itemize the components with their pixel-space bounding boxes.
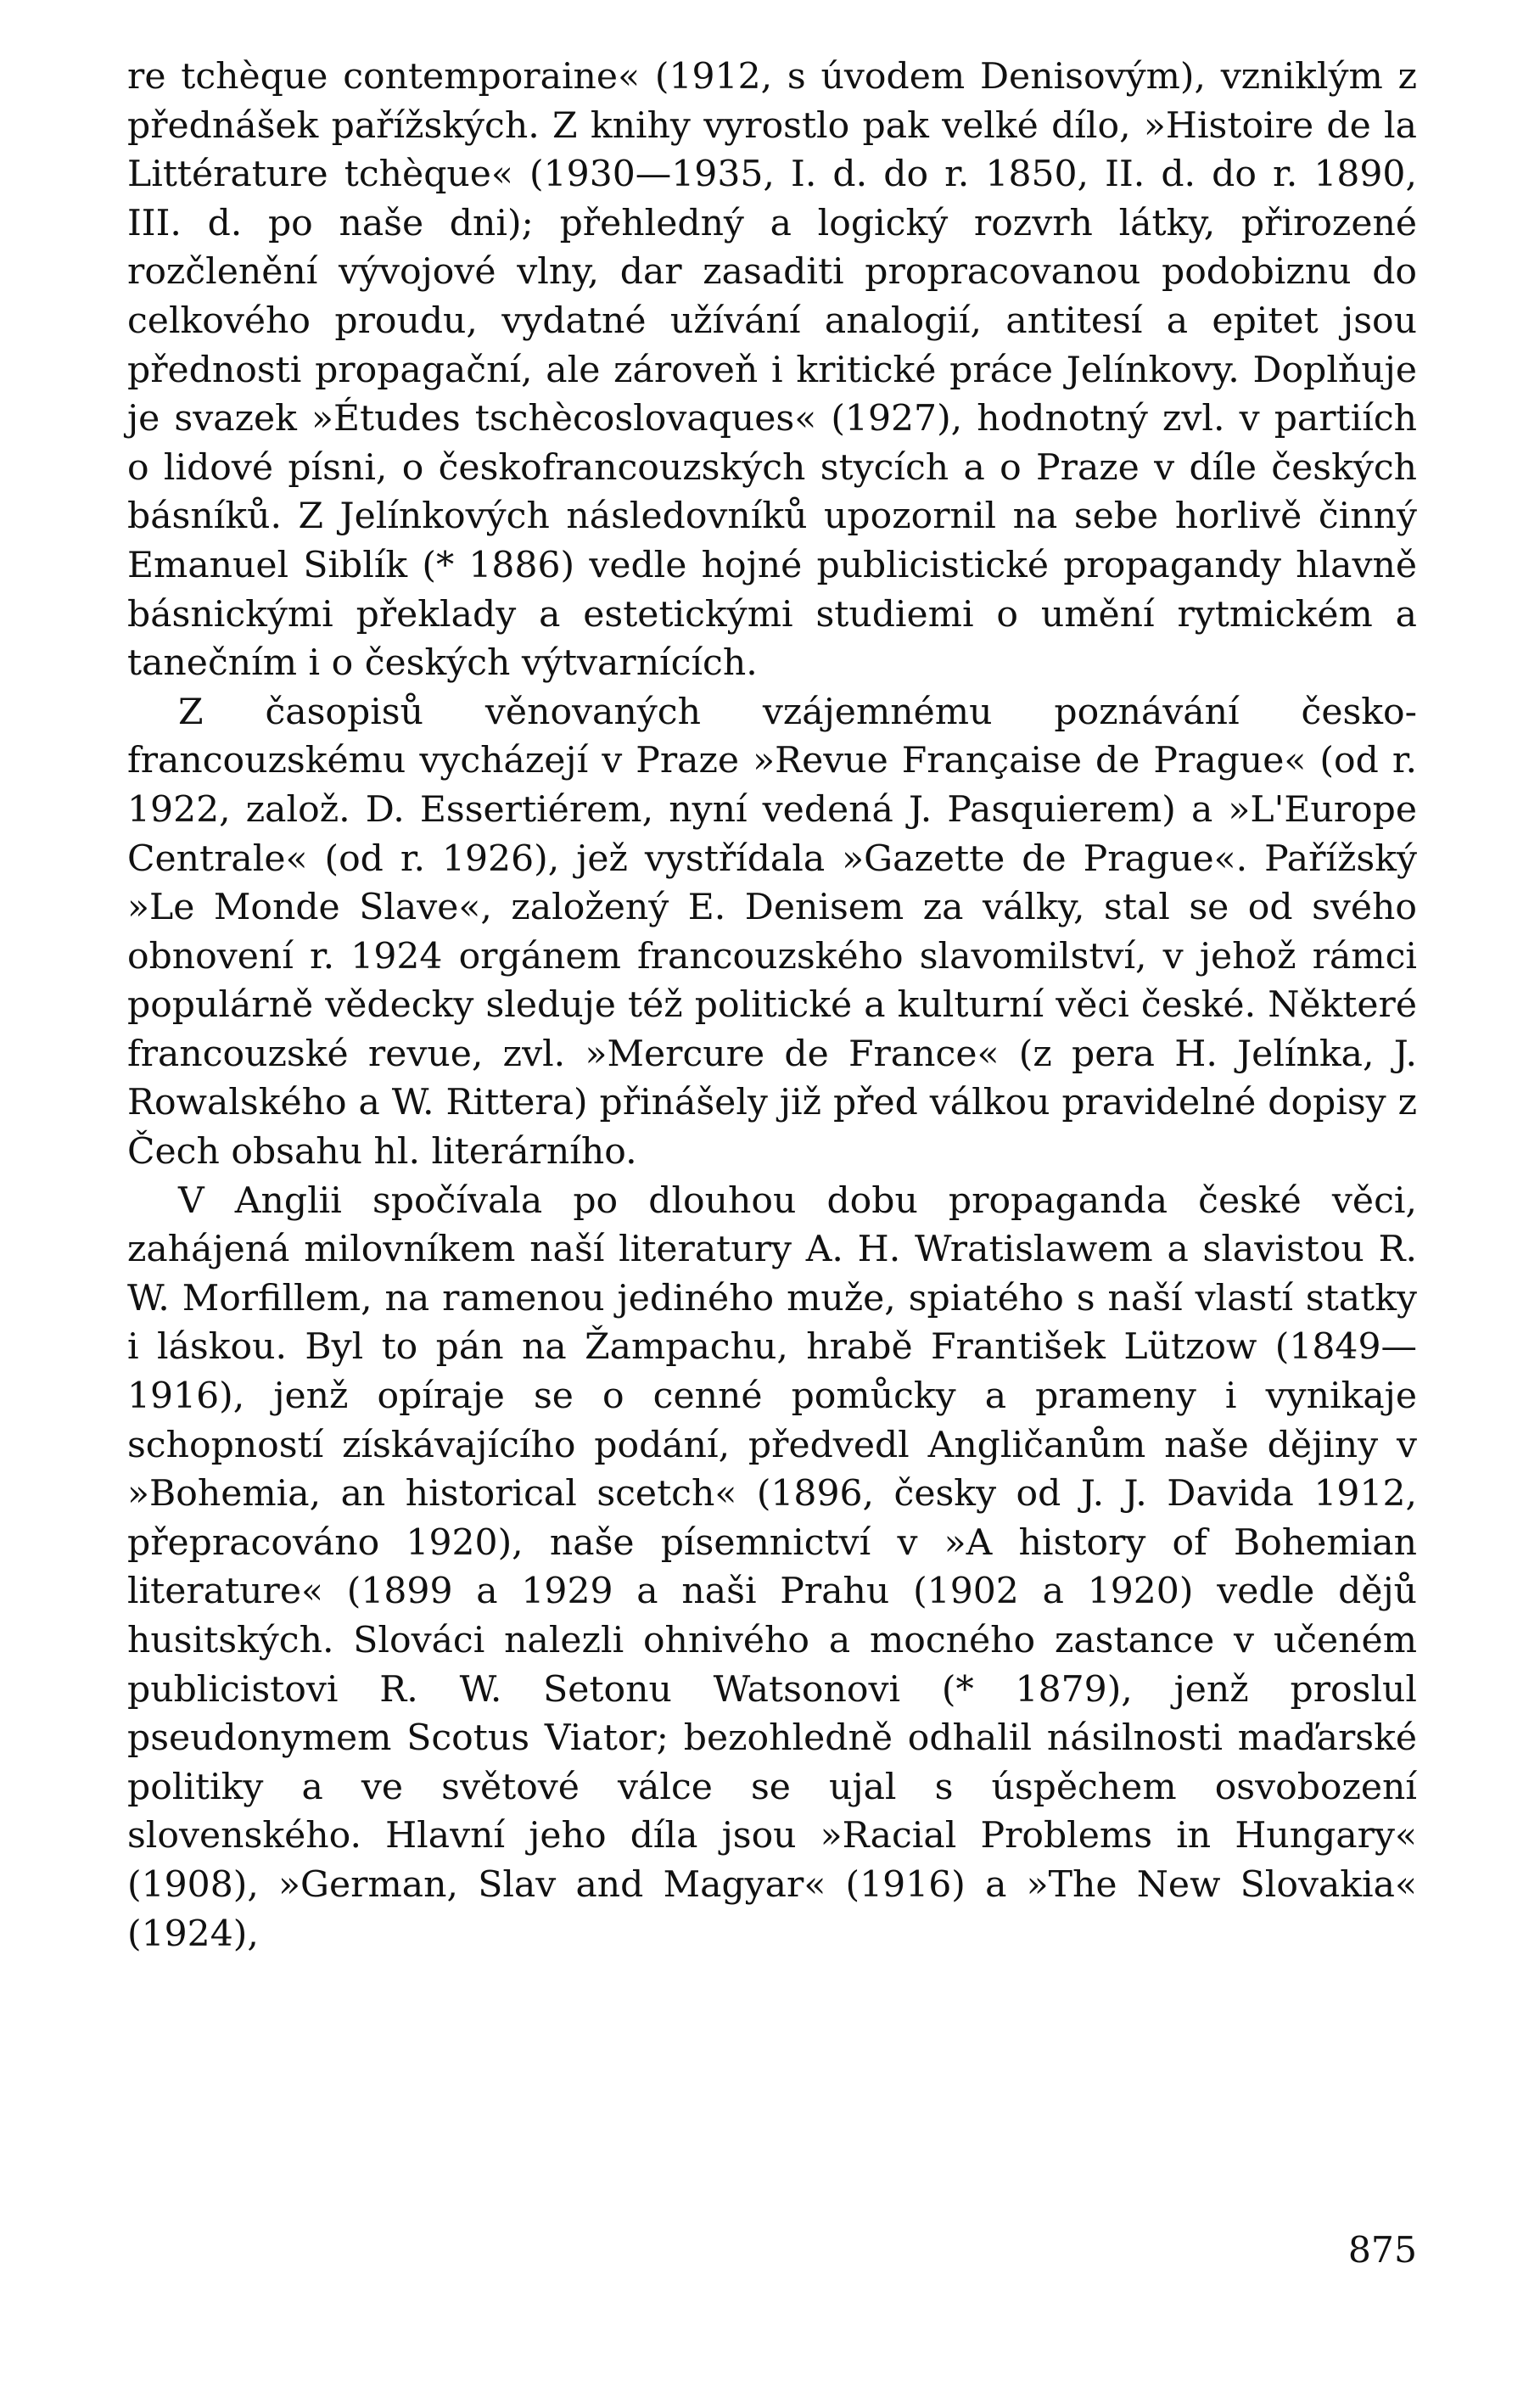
paragraph-1: re tchèque contemporaine« (1912, s úvodem Denisovým), vzniklým z přednášek pařížských. Z knihy vyrostlo pak velké dílo, »Histoire de la Littérature tchèque« (1930—1935, I. d. do r. 1850, II. d. do r. 1890, III. d. po naše dni); přehledný a logický rozvrh látky, přirozené rozčlenění vývojové vlny, dar zasaditi propracovanou podobiznu do celkového proudu, vydatné užívání analogií, antitesí a epitet jsou přednosti propagační, ale zároveň i kritické práce Jelínkovy. Doplňuje je svazek »Études tschècoslovaques« (1927), hodnotný zvl. v partiích o lidové písni, o českofrancouzských stycích a o Praze v díle českých básníků. Z Jelínkových následovníků upozornil na sebe horlivě činný Emanuel Siblík (* 1886) vedle hojné publicistické propagandy hlavně básnickými překlady a estetickými studiemi o umění rytmickém a tanečním i o českých výtvarnících. bbox=[127, 56, 1417, 685]
page-body bbox=[127, 53, 1417, 1958]
paragraph-3: V Anglii spočívala po dlouhou dobu propaganda české věci, zahájená milovníkem naší literatury A. H. Wratislawem a slavistou R. W. Morfillem, na ramenou jediného muže, spiatého s naší vlastí statky i láskou. Byl to pán na Žampachu, hrabě František Lützow (1849—1916), jenž opíraje se o cenné pomůcky a prameny i vynikaje schopností získávajícího podání, předvedl Angličanům naše dějiny v »Bohemia, an historical scetch« (1896, česky od J. J. Davida 1912, přepracováno 1920), naše písemnictví v »A history of Bohemian literature« (1899 a 1929 a naši Prahu (1902 a 1920) vedle dějů husitských. Slováci nalezli ohnivého a mocného zastance v učeném publicistovi R. W. Setonu Watsonovi (* 1879), jenž proslul pseudonymem Scotus Viator; bezohledně odhalil násilnosti maďarské politiky a ve světové válce se ujal s úspěchem osvobození slovenského. Hlavní jeho díla jsou »Racial Problems in Hungary« (1908), »German, Slav and Magyar« (1916) a »The New Slovakia« (1924), bbox=[127, 1179, 1417, 1955]
paragraph-2: Z časopisů věnovaných vzájemnému poznávání česko-francouzskému vycházejí v Praze »Revue Française de Prague« (od r. 1922, založ. D. Essertiérem, nyní vedená J. Pasquierem) a »L'Europe Centrale« (od r. 1926), jež vystřídala »Gazette de Prague«. Pařížský »Le Monde Slave«, založený E. Denisem za války, stal se od svého obnovení r. 1924 orgánem francouzského slavomilství, v jehož rámci populárně vědecky sleduje též politické a kulturní věci české. Některé francouzské revue, zvl. »Mercure de France« (z pera H. Jelínka, J. Rowalského a W. Rittera) přinášely již před válkou pravidelné dopisy z Čech obsahu hl. literárního. bbox=[127, 691, 1417, 1173]
page-number: 875 bbox=[1347, 2230, 1417, 2271]
